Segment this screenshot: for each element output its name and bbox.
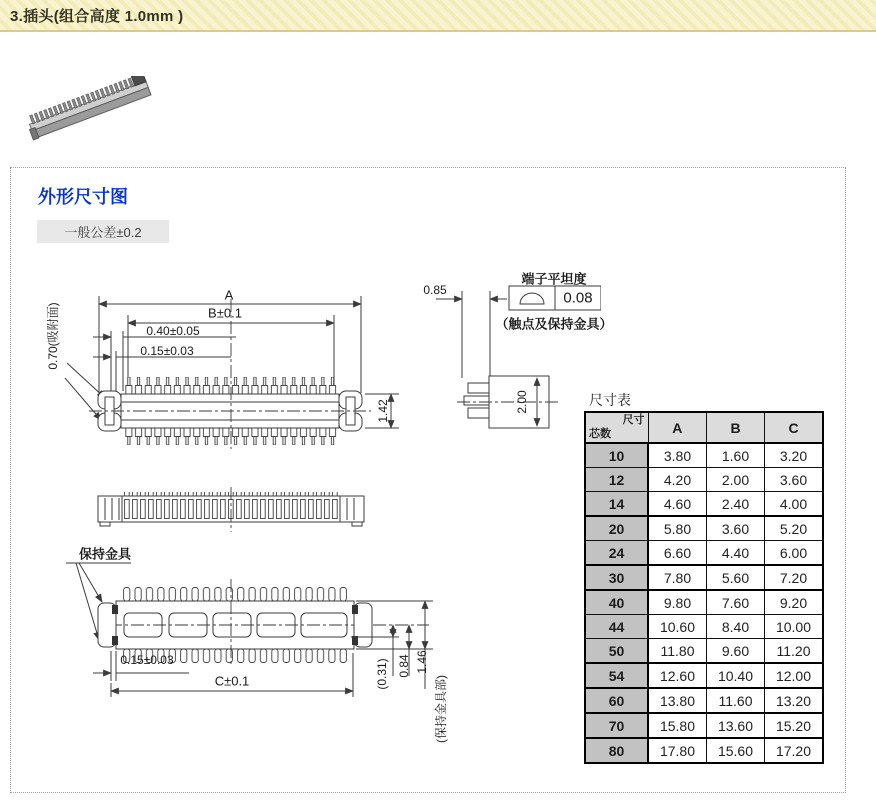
cell-value: 4.60 bbox=[648, 492, 707, 517]
size-table bbox=[584, 411, 824, 764]
dim-label-c: C±0.1 bbox=[214, 673, 250, 689]
cell-value: 3.60 bbox=[707, 516, 765, 541]
cell-value: 11.20 bbox=[765, 639, 824, 664]
table-row bbox=[585, 663, 823, 688]
dim-label-b: B±0.1 bbox=[208, 305, 242, 321]
row-pin-count: 40 bbox=[585, 590, 648, 615]
flatness-title: 端子平坦度 bbox=[521, 271, 587, 287]
dim-label-146: 1.46 bbox=[415, 650, 429, 674]
row-pin-count: 30 bbox=[585, 565, 648, 590]
table-row bbox=[585, 713, 823, 738]
table-row bbox=[585, 565, 823, 590]
corner-label-pins: 芯数 bbox=[589, 428, 611, 440]
table-row bbox=[585, 688, 823, 713]
table-row bbox=[585, 615, 823, 639]
cell-value: 2.40 bbox=[707, 492, 765, 517]
dim-label-031: (0.31) bbox=[375, 658, 389, 690]
cell-value: 11.80 bbox=[648, 639, 707, 664]
table-row bbox=[585, 541, 823, 566]
row-pin-count: 14 bbox=[585, 492, 648, 517]
size-table-title: 尺寸表 bbox=[589, 392, 631, 408]
row-pin-count: 50 bbox=[585, 639, 648, 664]
dimension-panel bbox=[10, 167, 846, 793]
cell-value: 17.80 bbox=[648, 738, 707, 763]
dim-label-142: 1.42 bbox=[376, 399, 390, 423]
dim-label-200: 2.00 bbox=[515, 390, 529, 414]
column-header-b: B bbox=[707, 412, 765, 443]
section-title: 外形尺寸图 bbox=[38, 187, 128, 207]
row-pin-count: 44 bbox=[585, 615, 648, 639]
cell-value: 9.20 bbox=[765, 590, 824, 615]
retainer-part-note: (保持金具部) bbox=[434, 675, 448, 743]
cell-value: 13.60 bbox=[707, 713, 765, 738]
banner-title: 3.插头(组合高度 1.0mm ) bbox=[10, 7, 184, 25]
cell-value: 10.00 bbox=[765, 615, 824, 639]
flatness-value: 0.08 bbox=[563, 289, 593, 307]
outline-drawing bbox=[21, 251, 601, 791]
table-row bbox=[585, 516, 823, 541]
cell-value: 11.60 bbox=[707, 688, 765, 713]
row-pin-count: 70 bbox=[585, 713, 648, 738]
row-pin-count: 60 bbox=[585, 688, 648, 713]
dim-label-a: A bbox=[224, 287, 234, 303]
flatness-note: （触点及保持金具） bbox=[495, 316, 613, 332]
row-pin-count: 10 bbox=[585, 443, 648, 468]
table-corner-cell bbox=[585, 412, 648, 443]
cell-value: 17.20 bbox=[765, 738, 824, 763]
corner-label-size: 尺寸 bbox=[622, 414, 645, 426]
cell-value: 4.40 bbox=[707, 541, 765, 566]
table-row bbox=[585, 443, 823, 468]
cell-value: 5.60 bbox=[707, 565, 765, 590]
cell-value: 13.80 bbox=[648, 688, 707, 713]
cell-value: 2.00 bbox=[707, 468, 765, 492]
cell-value: 8.40 bbox=[707, 615, 765, 639]
size-table-header bbox=[585, 412, 823, 443]
cell-value: 15.60 bbox=[707, 738, 765, 763]
cell-value: 6.60 bbox=[648, 541, 707, 566]
cell-value: 13.20 bbox=[765, 688, 824, 713]
cell-value: 3.60 bbox=[765, 468, 824, 492]
table-row bbox=[585, 492, 823, 517]
cell-value: 10.60 bbox=[648, 615, 707, 639]
section-banner bbox=[0, 0, 876, 32]
column-header-a: A bbox=[648, 412, 707, 443]
cell-value: 5.80 bbox=[648, 516, 707, 541]
cell-value: 7.60 bbox=[707, 590, 765, 615]
dim-label-pitch: 0.40±0.05 bbox=[146, 324, 200, 338]
row-pin-count: 80 bbox=[585, 738, 648, 763]
table-row bbox=[585, 639, 823, 664]
cell-value: 3.20 bbox=[765, 443, 824, 468]
table-row bbox=[585, 590, 823, 615]
cell-value: 9.80 bbox=[648, 590, 707, 615]
cell-value: 9.60 bbox=[707, 639, 765, 664]
cell-value: 12.60 bbox=[648, 663, 707, 688]
cell-value: 15.80 bbox=[648, 713, 707, 738]
cell-value: 5.20 bbox=[765, 516, 824, 541]
row-pin-count: 24 bbox=[585, 541, 648, 566]
elevation-view bbox=[98, 487, 364, 532]
cell-value: 15.20 bbox=[765, 713, 824, 738]
cell-value: 12.00 bbox=[765, 663, 824, 688]
cell-value: 3.80 bbox=[648, 443, 707, 468]
tolerance-note: 一般公差±0.2 bbox=[37, 220, 169, 243]
dim-label-tooth-top: 0.15±0.03 bbox=[140, 344, 194, 358]
row-pin-count: 12 bbox=[585, 468, 648, 492]
row-pin-count: 20 bbox=[585, 516, 648, 541]
retainer-label: 保持金具 bbox=[78, 546, 132, 562]
cell-value: 4.20 bbox=[648, 468, 707, 492]
column-header-c: C bbox=[765, 412, 824, 443]
cell-value: 7.80 bbox=[648, 565, 707, 590]
cell-value: 10.40 bbox=[707, 663, 765, 688]
table-row bbox=[585, 468, 823, 492]
cell-value: 1.60 bbox=[707, 443, 765, 468]
dim-label-084: 0.84 bbox=[397, 654, 411, 678]
dim-label-085: 0.85 bbox=[423, 283, 447, 297]
cell-value: 4.00 bbox=[765, 492, 824, 517]
size-table-body bbox=[585, 443, 823, 763]
cell-value: 7.20 bbox=[765, 565, 824, 590]
dim-label-suction-face: 0.70(吸附面) bbox=[46, 302, 60, 370]
dim-label-tooth-bottom: 0.15±0.03 bbox=[120, 653, 174, 667]
cell-value: 6.00 bbox=[765, 541, 824, 566]
table-row bbox=[585, 738, 823, 763]
row-pin-count: 54 bbox=[585, 663, 648, 688]
connector-product-image bbox=[22, 76, 162, 146]
